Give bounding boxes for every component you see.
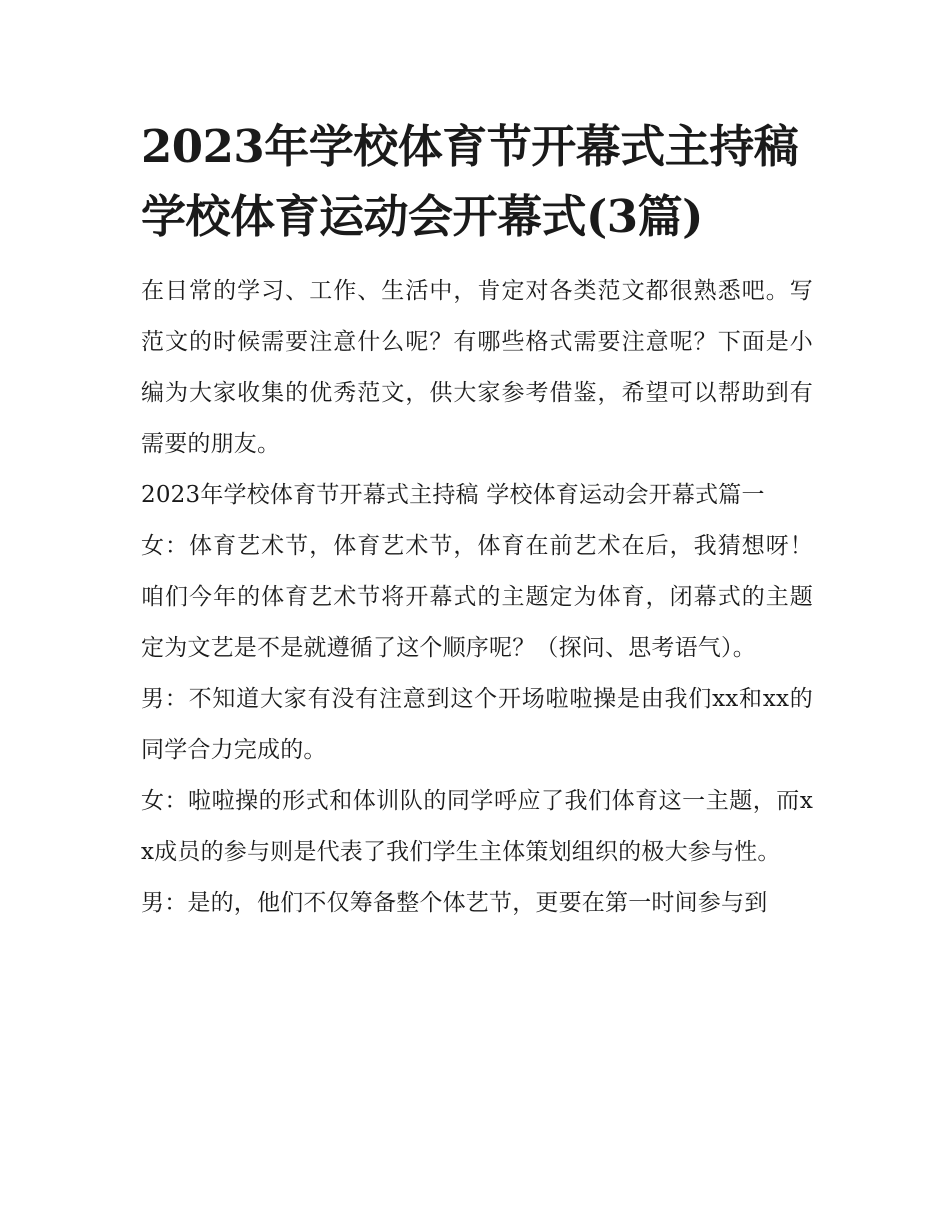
intro-paragraph: 在日常的学习、工作、生活中，肯定对各类范文都很熟悉吧。写范文的时候需要注意什么呢？有哪些格式需要注意呢？下面是小编为大家收集的优秀范文，供大家参考借鉴，希望可以帮助到有需要的朋友。 [141,278,813,457]
document-title: 2023年学校体育节开幕式主持稿 学校体育运动会开幕式(3篇) [141,120,799,243]
dialogue-paragraph: 女：啦啦操的形式和体训队的同学呼应了我们体育这一主题，而xx成员的参与则是代表了我们学生主体策划组织的极大参与性。 [141,788,813,865]
dialogue-paragraph: 女：体育艺术节，体育艺术节，体育在前艺术在后，我猜想呀！咱们今年的体育艺术节将开幕式的主题定为体育，闭幕式的主题定为文艺是不是就遵循了这个顺序呢？（探问、思考语气）。 [141,533,813,661]
document-body [141,112,813,929]
dialogue-paragraph: 男：是的，他们不仅筹备整个体艺节，更要在第一时间参与到 [141,890,768,916]
section-heading: 2023年学校体育节开幕式主持稿 学校体育运动会开幕式篇一 [141,482,765,508]
dialogue-paragraph: 男：不知道大家有没有注意到这个开场啦啦操是由我们xx和xx的同学合力完成的。 [141,686,813,763]
